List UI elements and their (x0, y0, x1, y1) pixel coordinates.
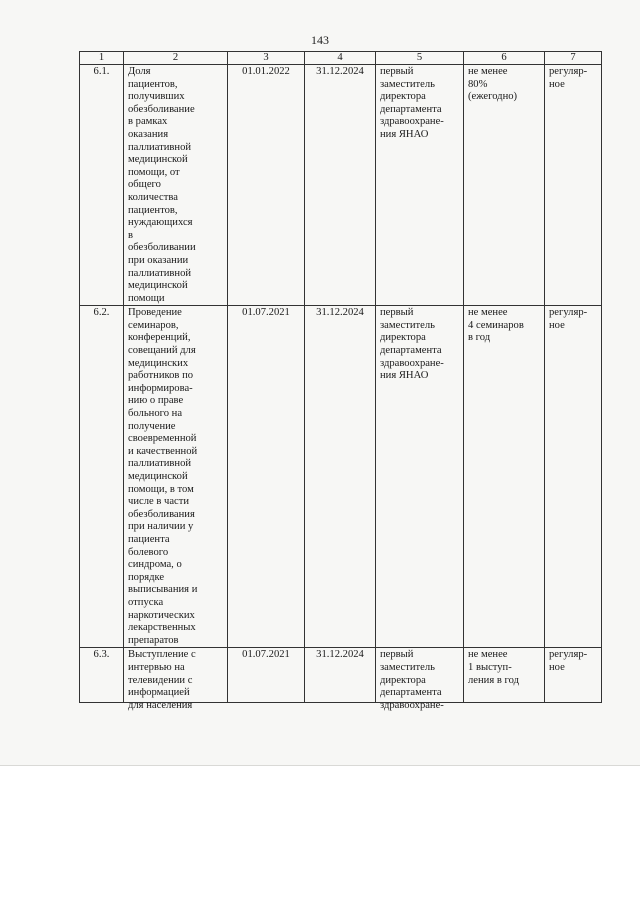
table-row (80, 306, 602, 648)
column-header-5: 5 (376, 52, 464, 65)
end-date-text: 31.12.2024 (316, 649, 364, 661)
table-header-row (80, 52, 602, 65)
start-date: 01.07.2021 (228, 306, 305, 648)
column-header-6: 6 (464, 52, 545, 65)
measure-name (124, 648, 228, 711)
responsible-person: первый заместитель директора департамента здравоохране- ния ЯНАО (376, 306, 464, 648)
table-row (80, 648, 602, 703)
measure-name-text: Выступление с интервью на телевидении с информацией для населения (128, 649, 196, 711)
page-number: 143 (311, 33, 329, 47)
target-indicator: не менее 4 семинаров в год (464, 306, 545, 648)
periodicity: регуляр- ное (545, 65, 602, 306)
row-number: 6.2. (80, 306, 124, 648)
periodicity (545, 648, 602, 703)
responsible-person: первый заместитель директора департамента здравоохране- ния ЯНАО (376, 65, 464, 306)
responsible-person (376, 648, 464, 711)
periodicity-text: регуляр- ное (549, 649, 588, 673)
periodicity: регуляр- ное (545, 306, 602, 648)
row-number-text: 6.3. (93, 649, 110, 661)
target-indicator-text: не менее 1 выступ- ления в год (468, 649, 519, 686)
column-header-2: 2 (124, 52, 228, 65)
start-date (228, 648, 305, 703)
end-date (305, 648, 376, 703)
target-indicator: не менее 80% (ежегодно) (464, 65, 545, 306)
column-header-1: 1 (80, 52, 124, 65)
measure-name: Проведение семинаров, конференций, совещаний для медицинских работников по информирова- нию о праве больного на получение своевременной и качественной паллиативной медицинской помощи, в том числе в части обезболивания при наличии у пациента болевого синдрома, о порядке выписывания и отпуска наркотических лекарственных препаратов (124, 306, 228, 648)
measures-table (79, 51, 602, 711)
row-number (80, 648, 124, 703)
start-date-text: 01.07.2021 (242, 649, 290, 661)
target-indicator (464, 648, 545, 703)
row-number: 6.1. (80, 65, 124, 306)
start-date: 01.01.2022 (228, 65, 305, 306)
column-header-4: 4 (305, 52, 376, 65)
column-header-3: 3 (228, 52, 305, 65)
end-date: 31.12.2024 (305, 65, 376, 306)
table-row (80, 65, 602, 306)
column-header-7: 7 (545, 52, 602, 65)
responsible-person-text: первый заместитель директора департамента здравоохране- (380, 649, 444, 711)
end-date: 31.12.2024 (305, 306, 376, 648)
measure-name: Доля пациентов, получивших обезболивание в рамках оказания паллиативной медицинской помощи, от общего количества пациентов, нуждающихся в обезболивании при оказании паллиативной медицинской помощи (124, 65, 228, 306)
